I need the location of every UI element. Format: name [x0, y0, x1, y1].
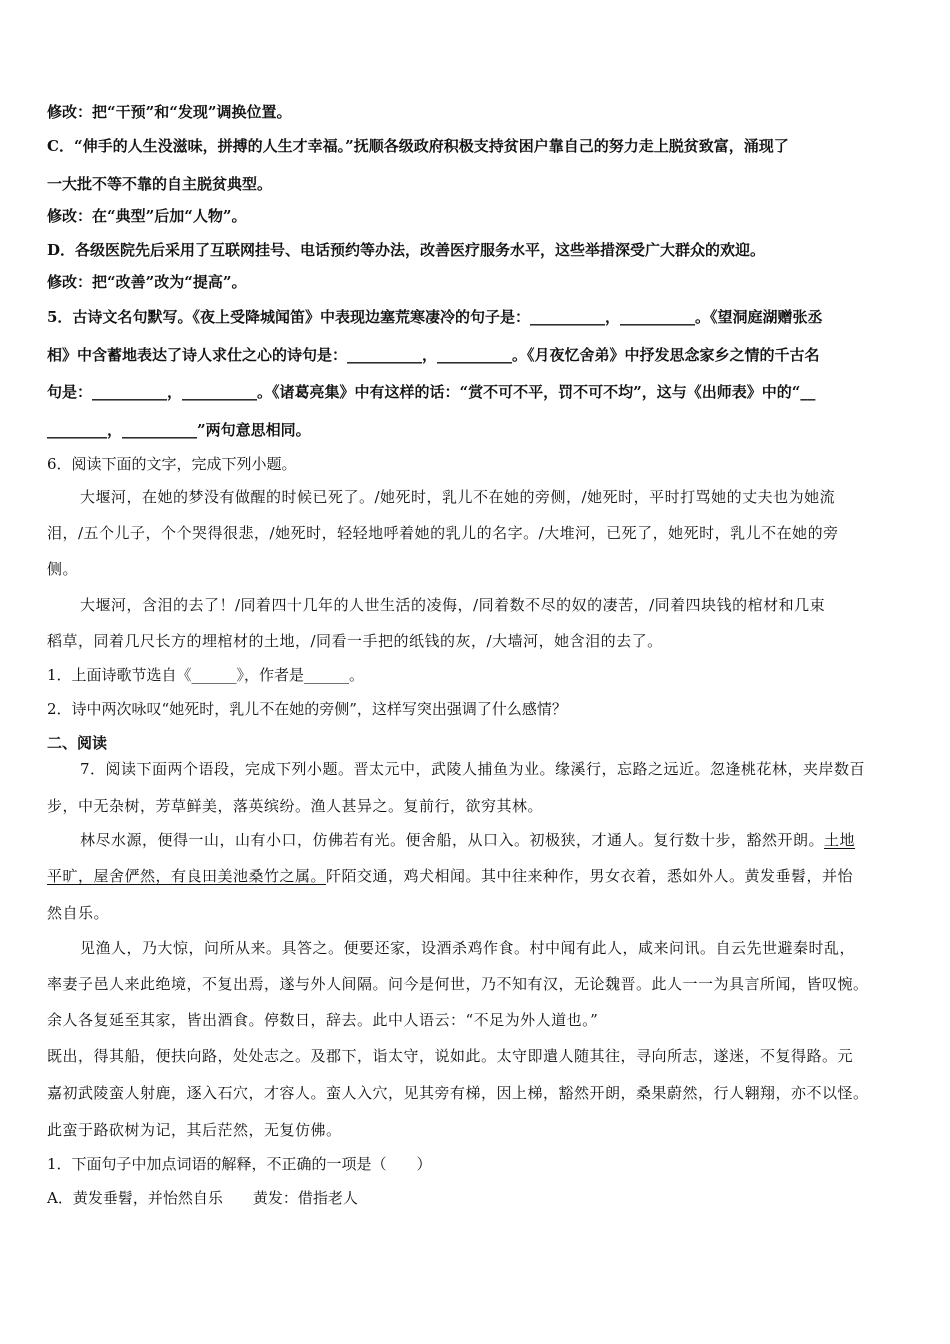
q7-p3-line1: 见渔人，乃大惊，问所从来。具答之。便要还家，设酒杀鸡作食。村中闻有此人，咸来问讯。自云先世避秦时乱，	[80, 939, 856, 957]
q6-subquestion-2: 2．诗中两次咏叹“她死时，乳儿不在她的旁侧”，这样写突出强调了什么感情？	[47, 700, 567, 718]
q4-option-c-line1: C．“伸手的人生没滋味，拼搏的人生才幸福。”抚顺各级政府积极支持贫困户靠自己的努力走上脱贫致富，涌现了	[47, 137, 789, 155]
q6-poem-p1-line3: 侧。	[47, 560, 79, 578]
q4-b-fix: 修改：把“干预”和“发现”调换位置。	[47, 103, 292, 121]
q7-underlined-text-b: 平旷，屋舍俨然，有良田美池桑竹之属。	[47, 867, 327, 885]
q7-option-a: A．黄发垂髫，并怡然自乐 黄发：借指老人	[47, 1189, 358, 1207]
q7-p2-line2	[47, 865, 920, 887]
q6-poem-p1-line1: 大堰河，在她的梦没有做醒的时候已死了。/她死时，乳儿不在她的旁侧，/她死时，平时打骂她的丈夫也为她流	[80, 488, 836, 506]
q6-poem-p2-line1: 大堰河，含泪的去了！/同着四十几年的人世生活的凌侮，/同着数不尽的奴的凄苦，/同着四块钱的棺材和几束	[80, 596, 826, 614]
q7-line1: 7．阅读下面两个语段，完成下列小题。晋太元中，武陵人捕鱼为业。缘溪行，忘路之远近。忽逢桃花林，夹岸数百	[80, 760, 866, 778]
q7-p4-line1: 既出，得其船，便扶向路，处处志之。及郡下，诣太守，说如此。太守即遣人随其往，寻向所志，遂迷，不复得路。元	[47, 1047, 854, 1065]
q5-line1: 5．古诗文名句默写。《夜上受降城闻笛》中表现边塞荒寒凄冷的句子是：__________，__________。《望洞庭湖赠张丞	[47, 308, 823, 326]
q7-p2-line2-text: 阡陌交通，鸡犬相闻。其中往来种作，男女衣着，悉如外人。黄发垂髫，并怡	[326, 867, 854, 885]
q5-line3: 句是：__________，__________。《诸葛亮集》中有这样的话：“赏不可不平，罚不可不均”，这与《出师表》中的“__	[47, 383, 816, 401]
q7-p3-line2: 率妻子邑人来此绝境，不复出焉，遂与外人间隔。问今是何世，乃不知有汉，无论魏晋。此人一一为具言所闻，皆叹惋。	[47, 975, 869, 993]
q4-option-d: D．各级医院先后采用了互联网挂号、电话预约等办法，改善医疗服务水平，这些举措深受广大群众的欢迎。	[47, 241, 766, 259]
q7-p4-line2: 嘉初武陵蛮人射鹿，逐入石穴，才容人。蛮人入穴，见其旁有梯，因上梯，豁然开朗，桑果蔚然，行人翱翔，亦不以怪。	[47, 1084, 869, 1102]
q7-p2-line1	[80, 829, 920, 851]
q6-heading: 6．阅读下面的文字，完成下列小题。	[47, 455, 297, 473]
q7-line2: 步，中无杂树，芳草鲜美，落英缤纷。渔人甚异之。复前行，欲穷其林。	[47, 797, 544, 815]
q4-option-c-line2: 一大批不等不靠的自主脱贫典型。	[47, 175, 273, 193]
q5-line4: ________，__________”两句意思相同。	[47, 421, 311, 439]
q7-p4-line3: 此蛮于路砍树为记，其后茫然，无复仿佛。	[47, 1121, 342, 1139]
q7-p3-line3: 余人各复延至其家，皆出酒食。停数日，辞去。此中人语云：“不足为外人道也。”	[47, 1011, 599, 1029]
section-title-reading: 二、阅读	[47, 734, 108, 752]
q6-subquestion-1: 1．上面诗歌节选自《______》，作者是______。	[47, 666, 365, 684]
q7-underlined-text-a: 土地	[824, 831, 856, 849]
q5-line2: 相》中含蓄地表达了诗人求仕之心的诗句是：__________，__________。《月夜忆舍弟》中抒发思念家乡之情的千古名	[47, 346, 820, 364]
q4-c-fix: 修改：在“典型”后加“人物”。	[47, 207, 247, 225]
q7-p2-line1-text: 林尽水源，便得一山，山有小口，仿佛若有光。便舍船，从口入。初极狭，才通人。复行数十步，豁然开朗。	[80, 831, 825, 849]
q6-poem-p1-line2: 泪，/五个儿子，个个哭得很悲，/她死时，轻轻地呼着她的乳儿的名字。/大堆河，已死了，她死时，乳儿不在她的旁	[47, 524, 839, 542]
q6-poem-p2-line2: 稻草，同着几尺长方的埋棺材的土地，/同看一手把的纸钱的灰，/大墙河，她含泪的去了。	[47, 632, 663, 650]
q4-d-fix: 修改：把“改善”改为“提高”。	[47, 273, 247, 291]
q7-p2-line3: 然自乐。	[47, 904, 110, 922]
q7-subquestion-1: 1．下面句子中加点词语的解释，不正确的一项是（ ）	[47, 1155, 432, 1173]
